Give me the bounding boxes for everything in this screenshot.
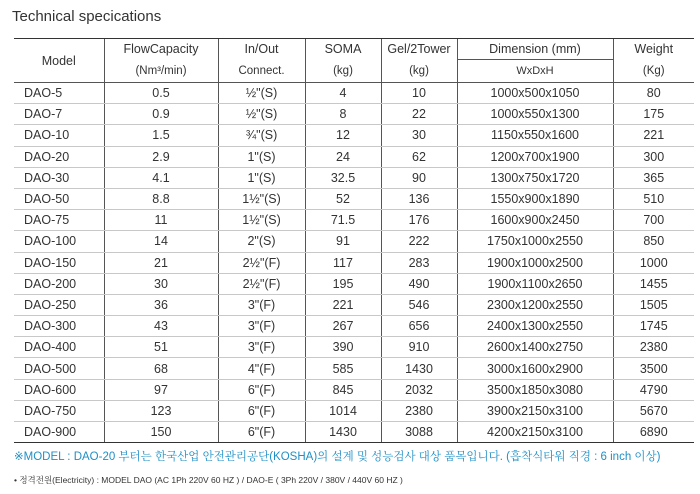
cell-connection: 1½"(S) [218, 188, 305, 209]
table-row [14, 210, 694, 231]
table-row [14, 422, 694, 443]
cell-weight: 365 [613, 167, 694, 188]
cell-weight: 5670 [613, 400, 694, 421]
cell-weight: 700 [613, 210, 694, 231]
table-row [14, 400, 694, 421]
table-row [14, 294, 694, 315]
cell-soma: 1430 [305, 422, 381, 443]
cell-soma: 52 [305, 188, 381, 209]
cell-dimension: 1300x750x1720 [457, 167, 613, 188]
cell-gel-2tower: 2380 [381, 400, 457, 421]
cell-soma: 267 [305, 316, 381, 337]
cell-dimension: 1000x500x1050 [457, 83, 613, 104]
header-dimension: Dimension (mm) [457, 39, 613, 60]
cell-dimension: 1600x900x2450 [457, 210, 613, 231]
cell-flow-capacity: 11 [104, 210, 218, 231]
cell-flow-capacity: 68 [104, 358, 218, 379]
cell-model: DAO-30 [14, 167, 104, 188]
cell-weight: 3500 [613, 358, 694, 379]
cell-flow-capacity: 43 [104, 316, 218, 337]
cell-gel-2tower: 656 [381, 316, 457, 337]
cell-model: DAO-750 [14, 400, 104, 421]
cell-flow-capacity: 123 [104, 400, 218, 421]
cell-dimension: 4200x2150x3100 [457, 422, 613, 443]
table-header [14, 39, 694, 83]
cell-flow-capacity: 2.9 [104, 146, 218, 167]
cell-gel-2tower: 62 [381, 146, 457, 167]
cell-model: DAO-300 [14, 316, 104, 337]
cell-soma: 195 [305, 273, 381, 294]
cell-connection: 3"(F) [218, 294, 305, 315]
cell-flow-capacity: 36 [104, 294, 218, 315]
cell-gel-2tower: 30 [381, 125, 457, 146]
table-row [14, 273, 694, 294]
cell-weight: 1505 [613, 294, 694, 315]
header-gel: Gel/2Tower [381, 39, 457, 60]
cell-dimension: 1550x900x1890 [457, 188, 613, 209]
cell-connection: 3"(F) [218, 316, 305, 337]
cell-weight: 510 [613, 188, 694, 209]
table-row [14, 125, 694, 146]
cell-weight: 2380 [613, 337, 694, 358]
cell-dimension: 1000x550x1300 [457, 104, 613, 125]
cell-gel-2tower: 90 [381, 167, 457, 188]
cell-model: DAO-150 [14, 252, 104, 273]
cell-dimension: 2600x1400x2750 [457, 337, 613, 358]
header-io-unit: Connect. [218, 60, 305, 83]
cell-dimension: 3000x1600x2900 [457, 358, 613, 379]
cell-connection: 1"(S) [218, 146, 305, 167]
cell-weight: 175 [613, 104, 694, 125]
cell-weight: 1000 [613, 252, 694, 273]
cell-model: DAO-400 [14, 337, 104, 358]
header-gel-unit: (kg) [381, 60, 457, 83]
cell-dimension: 3500x1850x3080 [457, 379, 613, 400]
cell-connection: 6"(F) [218, 379, 305, 400]
kosha-note: ※MODEL : DAO-20 부터는 한국산업 안전관리공단(KOSHA)의 설계 및 성능검사 대상 품목입니다. (흡착식타워 직경 : 6 inch 이상) [14, 451, 661, 463]
cell-dimension: 1200x700x1900 [457, 146, 613, 167]
cell-model: DAO-50 [14, 188, 104, 209]
header-soma-unit: (kg) [305, 60, 381, 83]
cell-dimension: 2300x1200x2550 [457, 294, 613, 315]
page-title: Technical specications [12, 8, 162, 25]
cell-soma: 71.5 [305, 210, 381, 231]
cell-soma: 24 [305, 146, 381, 167]
cell-weight: 1745 [613, 316, 694, 337]
table-row [14, 337, 694, 358]
cell-model: DAO-500 [14, 358, 104, 379]
cell-model: DAO-75 [14, 210, 104, 231]
cell-weight: 850 [613, 231, 694, 252]
header-flow-unit: (Nm³/min) [104, 60, 218, 83]
cell-soma: 12 [305, 125, 381, 146]
cell-soma: 91 [305, 231, 381, 252]
cell-connection: ½"(S) [218, 83, 305, 104]
cell-model: DAO-900 [14, 422, 104, 443]
cell-connection: 1"(S) [218, 167, 305, 188]
table-row [14, 167, 694, 188]
table-row [14, 146, 694, 167]
cell-model: DAO-100 [14, 231, 104, 252]
header-io: In/Out [218, 39, 305, 60]
cell-dimension: 1900x1000x2500 [457, 252, 613, 273]
cell-flow-capacity: 0.9 [104, 104, 218, 125]
cell-gel-2tower: 546 [381, 294, 457, 315]
table-body [14, 83, 694, 443]
cell-model: DAO-600 [14, 379, 104, 400]
cell-dimension: 3900x2150x3100 [457, 400, 613, 421]
header-weight-unit: (Kg) [613, 60, 694, 83]
table-row [14, 316, 694, 337]
table-row [14, 83, 694, 104]
cell-soma: 221 [305, 294, 381, 315]
cell-flow-capacity: 21 [104, 252, 218, 273]
cell-soma: 32.5 [305, 167, 381, 188]
cell-gel-2tower: 222 [381, 231, 457, 252]
cell-soma: 845 [305, 379, 381, 400]
header-soma: SOMA [305, 39, 381, 60]
cell-connection: ½"(S) [218, 104, 305, 125]
table-row [14, 231, 694, 252]
cell-flow-capacity: 97 [104, 379, 218, 400]
cell-model: DAO-20 [14, 146, 104, 167]
cell-gel-2tower: 283 [381, 252, 457, 273]
cell-soma: 8 [305, 104, 381, 125]
cell-gel-2tower: 1430 [381, 358, 457, 379]
cell-flow-capacity: 30 [104, 273, 218, 294]
table-row [14, 104, 694, 125]
cell-weight: 4790 [613, 379, 694, 400]
cell-gel-2tower: 3088 [381, 422, 457, 443]
cell-flow-capacity: 8.8 [104, 188, 218, 209]
cell-connection: 6"(F) [218, 400, 305, 421]
cell-gel-2tower: 176 [381, 210, 457, 231]
header-weight: Weight [613, 39, 694, 60]
cell-gel-2tower: 136 [381, 188, 457, 209]
cell-soma: 4 [305, 83, 381, 104]
cell-dimension: 1150x550x1600 [457, 125, 613, 146]
cell-flow-capacity: 150 [104, 422, 218, 443]
cell-dimension: 2400x1300x2550 [457, 316, 613, 337]
cell-model: DAO-200 [14, 273, 104, 294]
cell-gel-2tower: 910 [381, 337, 457, 358]
cell-model: DAO-5 [14, 83, 104, 104]
cell-model: DAO-250 [14, 294, 104, 315]
cell-weight: 221 [613, 125, 694, 146]
cell-model: DAO-7 [14, 104, 104, 125]
header-model: Model [14, 39, 104, 83]
cell-dimension: 1900x1100x2650 [457, 273, 613, 294]
cell-flow-capacity: 0.5 [104, 83, 218, 104]
cell-soma: 585 [305, 358, 381, 379]
cell-connection: 4"(F) [218, 358, 305, 379]
cell-gel-2tower: 22 [381, 104, 457, 125]
table-row [14, 188, 694, 209]
cell-connection: 2½"(F) [218, 273, 305, 294]
cell-connection: 6"(F) [218, 422, 305, 443]
cell-weight: 1455 [613, 273, 694, 294]
spec-table [14, 38, 694, 443]
cell-gel-2tower: 490 [381, 273, 457, 294]
cell-flow-capacity: 1.5 [104, 125, 218, 146]
table-row [14, 252, 694, 273]
cell-gel-2tower: 2032 [381, 379, 457, 400]
cell-flow-capacity: 51 [104, 337, 218, 358]
cell-connection: 2"(S) [218, 231, 305, 252]
cell-gel-2tower: 10 [381, 83, 457, 104]
cell-connection: 3"(F) [218, 337, 305, 358]
electricity-note: • 정격전원(Electricity) : MODEL DAO (AC 1Ph 220V 60 HZ ) / DAO-E ( 3Ph 220V / 380V / 440V 60 HZ ) [14, 475, 403, 485]
cell-dimension: 1750x1000x2550 [457, 231, 613, 252]
cell-flow-capacity: 4.1 [104, 167, 218, 188]
cell-connection: 1½"(S) [218, 210, 305, 231]
table-row [14, 358, 694, 379]
cell-soma: 1014 [305, 400, 381, 421]
header-dimension-unit: WxDxH [457, 60, 613, 83]
cell-flow-capacity: 14 [104, 231, 218, 252]
header-flow: FlowCapacity [104, 39, 218, 60]
cell-weight: 6890 [613, 422, 694, 443]
cell-model: DAO-10 [14, 125, 104, 146]
table-row [14, 379, 694, 400]
cell-soma: 117 [305, 252, 381, 273]
cell-weight: 80 [613, 83, 694, 104]
cell-weight: 300 [613, 146, 694, 167]
cell-connection: 2½"(F) [218, 252, 305, 273]
cell-connection: ¾"(S) [218, 125, 305, 146]
cell-soma: 390 [305, 337, 381, 358]
